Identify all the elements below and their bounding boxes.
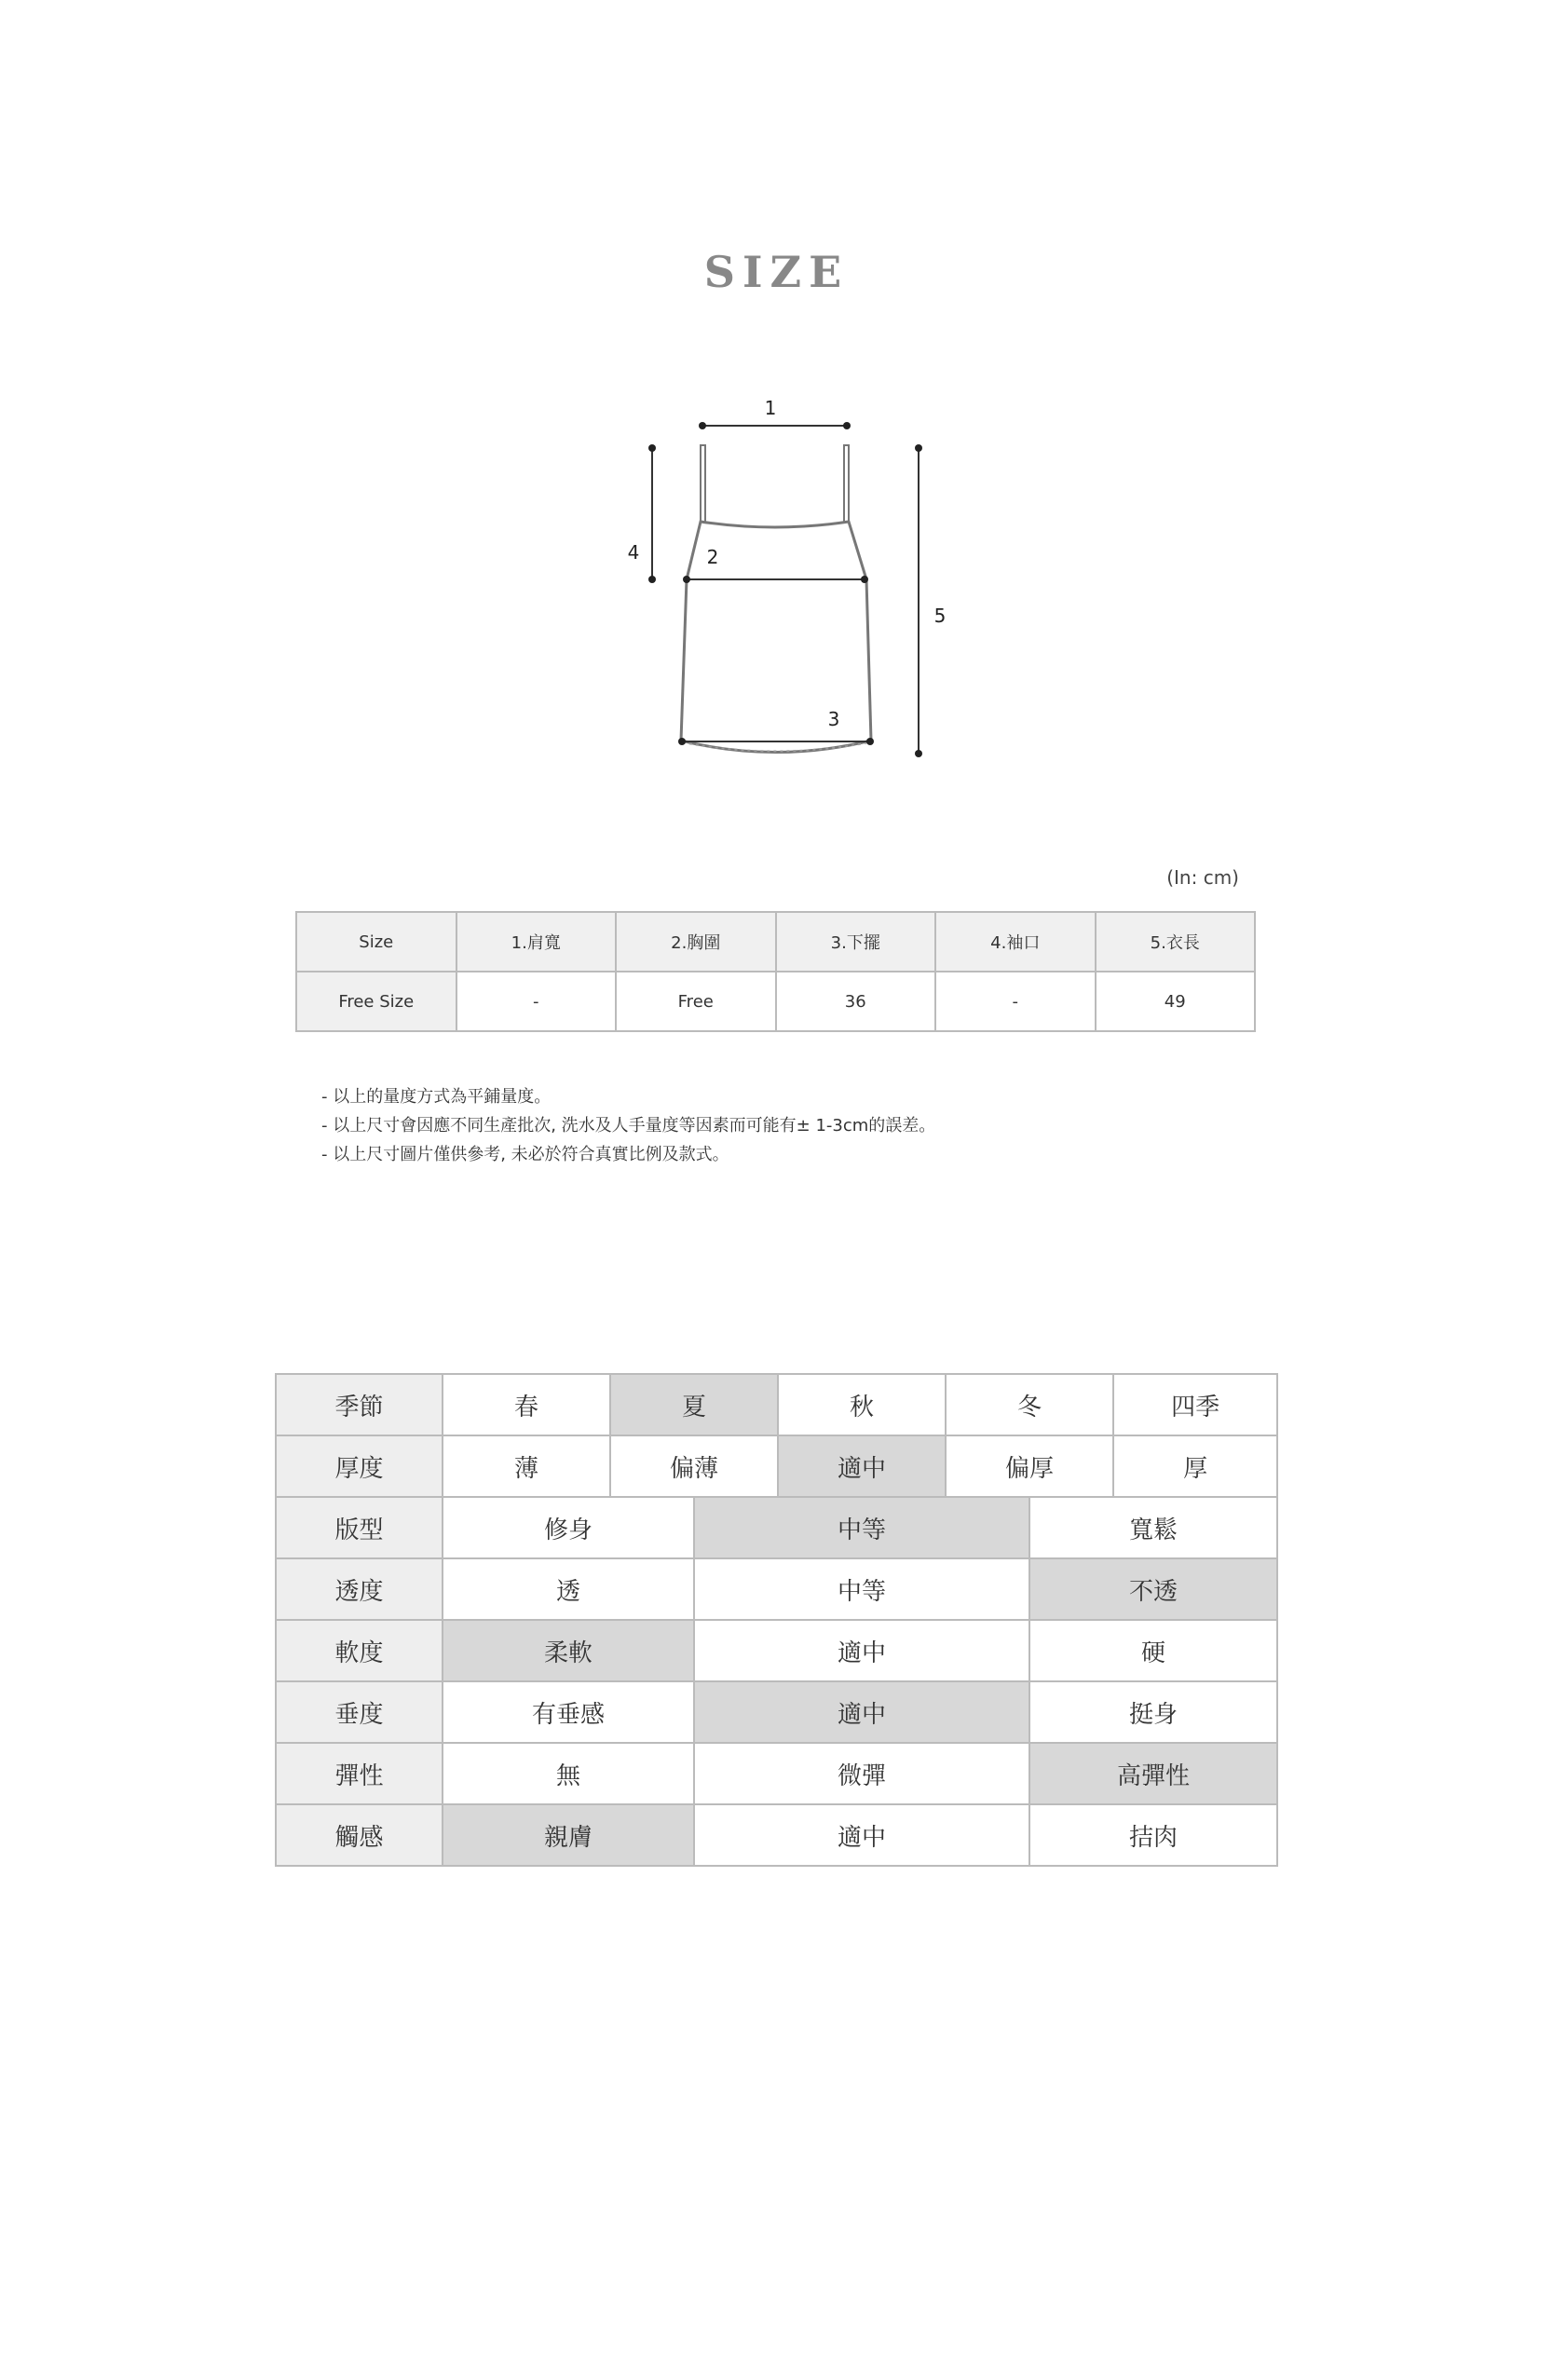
attr-label: 觸感 [276, 1804, 443, 1866]
unit-note: (In: cm) [1166, 866, 1239, 889]
attr-option: 適中 [694, 1620, 1029, 1681]
garment-diagram [0, 0, 1553, 838]
attr-row-thickness [276, 1435, 1277, 1497]
attr-option: 透 [443, 1558, 694, 1620]
attr-option: 偏厚 [946, 1435, 1113, 1497]
attr-option: 硬 [1029, 1620, 1277, 1681]
attr-label: 版型 [276, 1497, 443, 1558]
note-line: - 以上尺寸圖片僅供參考, 未必於符合真實比例及款式。 [321, 1145, 729, 1164]
attr-option: 挺身 [1029, 1681, 1277, 1743]
attr-option: 秋 [778, 1374, 946, 1435]
attr-row-touch [276, 1804, 1277, 1866]
measure-label-1: 1 [764, 397, 777, 419]
fabric-attribute-table [275, 1373, 1278, 1867]
attr-row-elasticity [276, 1743, 1277, 1804]
attr-row-fit [276, 1497, 1277, 1558]
size-header-hem: 3.下擺 [776, 912, 936, 972]
attr-option: 適中 [694, 1681, 1029, 1743]
attr-label: 透度 [276, 1558, 443, 1620]
attr-row-season [276, 1374, 1277, 1435]
attr-option: 有垂感 [443, 1681, 694, 1743]
size-header-length: 5.衣長 [1096, 912, 1256, 972]
attr-option: 夏 [610, 1374, 778, 1435]
measure-label-2: 2 [706, 546, 719, 568]
attr-label: 垂度 [276, 1681, 443, 1743]
attr-option: 不透 [1029, 1558, 1277, 1620]
page-title: SIZE [703, 247, 850, 297]
right-strap [844, 445, 849, 522]
size-cell-cuff: - [935, 972, 1096, 1031]
attr-option: 無 [443, 1743, 694, 1804]
size-cell-shoulder: - [456, 972, 617, 1031]
measurement-notes [321, 1082, 935, 1169]
size-table [295, 911, 1256, 1032]
measure-label-3: 3 [827, 708, 840, 730]
attr-option: 柔軟 [443, 1620, 694, 1681]
attr-label: 軟度 [276, 1620, 443, 1681]
attr-option: 中等 [694, 1497, 1029, 1558]
size-header-chest: 2.胸圍 [616, 912, 776, 972]
attr-option: 修身 [443, 1497, 694, 1558]
attr-option: 適中 [694, 1804, 1029, 1866]
attr-label: 彈性 [276, 1743, 443, 1804]
attr-option: 春 [443, 1374, 610, 1435]
attr-option: 冬 [946, 1374, 1113, 1435]
measure-label-5: 5 [933, 605, 947, 627]
attr-option: 適中 [778, 1435, 946, 1497]
size-cell-hem: 36 [776, 972, 936, 1031]
attr-option: 中等 [694, 1558, 1029, 1620]
note-line: - 以上的量度方式為平鋪量度。 [321, 1087, 552, 1107]
size-cell-size: Free Size [296, 972, 456, 1031]
note-line: - 以上尺寸會因應不同生產批次, 洗水及人手量度等因素而可能有± 1-3cm的誤差。 [321, 1116, 936, 1136]
attr-row-transparency [276, 1558, 1277, 1620]
attr-label: 厚度 [276, 1435, 443, 1497]
attr-option: 四季 [1113, 1374, 1277, 1435]
attr-option: 寬鬆 [1029, 1497, 1277, 1558]
attr-option: 拮肉 [1029, 1804, 1277, 1866]
size-cell-chest: Free [616, 972, 776, 1031]
attr-option: 厚 [1113, 1435, 1277, 1497]
attr-option: 微彈 [694, 1743, 1029, 1804]
size-header-cuff: 4.袖口 [935, 912, 1096, 972]
size-table-row [296, 972, 1255, 1031]
attr-row-softness [276, 1620, 1277, 1681]
attr-option: 親膚 [443, 1804, 694, 1866]
attr-row-drape [276, 1681, 1277, 1743]
size-header-shoulder: 1.肩寬 [456, 912, 617, 972]
size-table-header-row [296, 912, 1255, 972]
attr-option: 高彈性 [1029, 1743, 1277, 1804]
attr-option: 偏薄 [610, 1435, 778, 1497]
left-strap [701, 445, 705, 522]
measure-label-4: 4 [627, 541, 640, 564]
size-header-size: Size [296, 912, 456, 972]
attr-option: 薄 [443, 1435, 610, 1497]
size-cell-length: 49 [1096, 972, 1256, 1031]
attr-label: 季節 [276, 1374, 443, 1435]
